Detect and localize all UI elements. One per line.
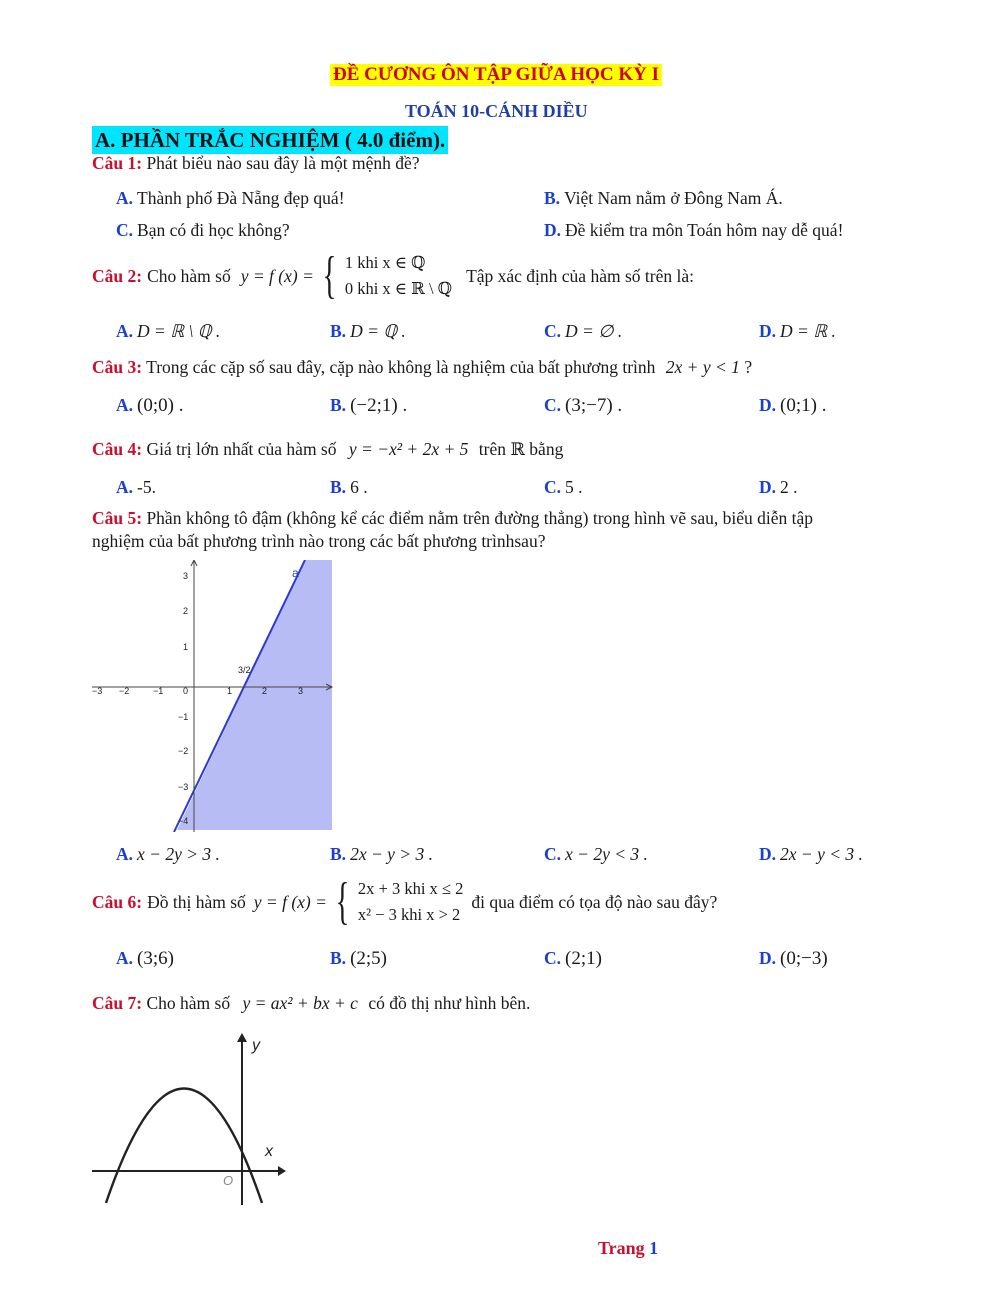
q6-piecewise: { 2x + 3 khi x ≤ 2 x² − 3 khi x > 2 <box>335 873 464 930</box>
q4-option-b: B. 6 . <box>330 477 368 497</box>
q5-graph <box>92 560 334 832</box>
q5-y-tick: −3 <box>178 782 189 792</box>
q3-option-d: D. (0;1) . <box>759 395 827 416</box>
question-3: Câu 3: Trong các cặp số sau đây, cặp nào không là nghiệm của bất phương trình 2x + y < 1 ? <box>92 357 753 377</box>
q5-y-tick: 3 <box>183 571 189 581</box>
page-number: 1 <box>649 1238 659 1258</box>
question-5-line-1 <box>92 508 813 529</box>
q5-option-b: B. 2x − y > 3 . <box>330 844 433 864</box>
q5-option-c: C. x − 2y < 3 . <box>544 844 648 864</box>
q6-option-d: D. (0;−3) <box>759 948 828 969</box>
q2-option-a: A. D = ℝ \ ℚ . <box>116 321 221 341</box>
q6-function: y = f (x) = <box>253 891 327 912</box>
question-7: Câu 7: Cho hàm số y = ax² + bx + c có đồ thị như hình bên. <box>92 993 531 1013</box>
q6-option-b: B. (2;5) <box>330 948 387 969</box>
question-4: Câu 4: Giá trị lớn nhất của hàm số y = −x² + 2x + 5 trên ℝ bằng <box>92 439 564 459</box>
question-7-label: Câu 7: <box>92 993 143 1013</box>
question-3-text: Trong các cặp số sau đây, cặp nào không là nghiệm của bất phương trình <box>146 357 656 377</box>
q7-origin-label: O <box>223 1173 234 1188</box>
q5-x-tick: −2 <box>119 686 130 696</box>
question-6 <box>92 873 718 930</box>
question-6-text: Đồ thị hàm số <box>147 891 246 912</box>
question-4-label: Câu 4: <box>92 439 143 459</box>
q2-case-2: 0 khi x ∈ ℝ \ ℚ <box>344 279 453 298</box>
question-5-line-2: nghiệm của bất phương trình nào trong các bất phương trìnhsau? <box>92 531 546 551</box>
q5-y-tick: 1 <box>183 642 189 652</box>
q5-y-tick: −2 <box>178 746 189 756</box>
q1-option-c: C. Bạn có đi học không? <box>116 220 290 240</box>
q7-function: y = ax² + bx + c <box>242 993 358 1013</box>
footer-word: Trang <box>598 1238 645 1258</box>
q5-x-tick: −1 <box>153 686 164 696</box>
q5-point-label: 3/2 <box>238 665 251 675</box>
q3-option-c: C. (3;−7) . <box>544 395 623 416</box>
question-2-tail: Tập xác định của hàm số trên là: <box>466 265 694 286</box>
q5-y-tick: −1 <box>178 712 189 722</box>
q1-option-a: A. Thành phố Đà Nẵng đẹp quá! <box>116 188 345 208</box>
q6-option-c: C. (2;1) <box>544 948 602 969</box>
q2-option-d: D. D = ℝ . <box>759 321 836 341</box>
question-4-text: Giá trị lớn nhất của hàm số <box>146 439 337 459</box>
question-5-label: Câu 5: <box>92 508 143 528</box>
question-2 <box>92 247 694 304</box>
q3-option-b: B. (−2;1) . <box>330 395 408 416</box>
q6-option-a: A. (3;6) <box>116 948 174 969</box>
q2-option-b: B. D = ℚ . <box>330 321 406 341</box>
q5-x-tick: 3 <box>298 686 304 696</box>
q7-graph <box>88 1030 288 1208</box>
q5-x-tick: 0 <box>183 686 189 696</box>
q5-x-tick: 1 <box>227 686 233 696</box>
document-subtitle: TOÁN 10-CÁNH DIỀU <box>405 101 588 121</box>
q2-case-1: 1 khi x ∈ ℚ <box>344 253 426 272</box>
section-heading: A. PHẦN TRẮC NGHIỆM ( 4.0 điểm). <box>92 126 448 154</box>
q5-option-a: A. x − 2y > 3 . <box>116 844 220 864</box>
q5-line-label: a <box>292 566 299 580</box>
question-6-label: Câu 6: <box>92 891 143 912</box>
question-1-label: Câu 1: <box>92 153 143 173</box>
q5-x-tick: −3 <box>92 686 103 696</box>
q4-function: y = −x² + 2x + 5 <box>348 439 469 459</box>
question-2-text: Cho hàm số <box>147 265 231 286</box>
q5-y-tick: −4 <box>178 816 189 826</box>
q1-option-d: D. Đề kiểm tra môn Toán hôm nay dễ quá! <box>544 220 844 240</box>
q7-x-label: x <box>265 1143 273 1160</box>
question-3-label: Câu 3: <box>92 357 143 377</box>
q1-option-b: B. Việt Nam nằm ở Đông Nam Á. <box>544 188 783 208</box>
question-2-label: Câu 2: <box>92 265 143 286</box>
q2-piecewise: { 1 khi x ∈ ℚ 0 khi x ∈ ℝ \ ℚ <box>322 247 453 304</box>
q6-case-1: 2x + 3 khi x ≤ 2 <box>357 879 464 898</box>
q5-option-d: D. 2x − y < 3 . <box>759 844 863 864</box>
document-title: ĐỀ CƯƠNG ÔN TẬP GIỮA HỌC KỲ I <box>330 64 662 86</box>
question-6-tail: đi qua điểm có tọa độ nào sau đây? <box>471 891 718 912</box>
q7-parabola <box>106 1089 262 1204</box>
q7-y-label: y <box>252 1037 260 1054</box>
q5-shaded-region <box>177 560 332 830</box>
q3-option-a: A. (0;0) . <box>116 395 184 416</box>
question-1-text: Phát biểu nào sau đây là một mệnh đề? <box>146 153 420 173</box>
question-7-text: Cho hàm số <box>146 993 231 1013</box>
q2-function: y = f (x) = <box>240 265 314 286</box>
q4-option-d: D. 2 . <box>759 477 798 497</box>
q5-y-tick: 2 <box>183 606 189 616</box>
q2-option-c: C. D = ∅ . <box>544 321 623 341</box>
q5-x-tick: 2 <box>262 686 268 696</box>
q4-option-c: C. 5 . <box>544 477 583 497</box>
q4-option-a: A. -5. <box>116 477 156 497</box>
q6-case-2: x² − 3 khi x > 2 <box>357 905 461 924</box>
page-footer <box>598 1238 658 1259</box>
q3-inequality: 2x + y < 1 <box>665 357 740 377</box>
question-1 <box>92 153 420 174</box>
question-5-text: Phần không tô đậm (không kể các điểm nằm trên đường thẳng) trong hình vẽ sau, biểu diễn tập <box>146 508 814 528</box>
